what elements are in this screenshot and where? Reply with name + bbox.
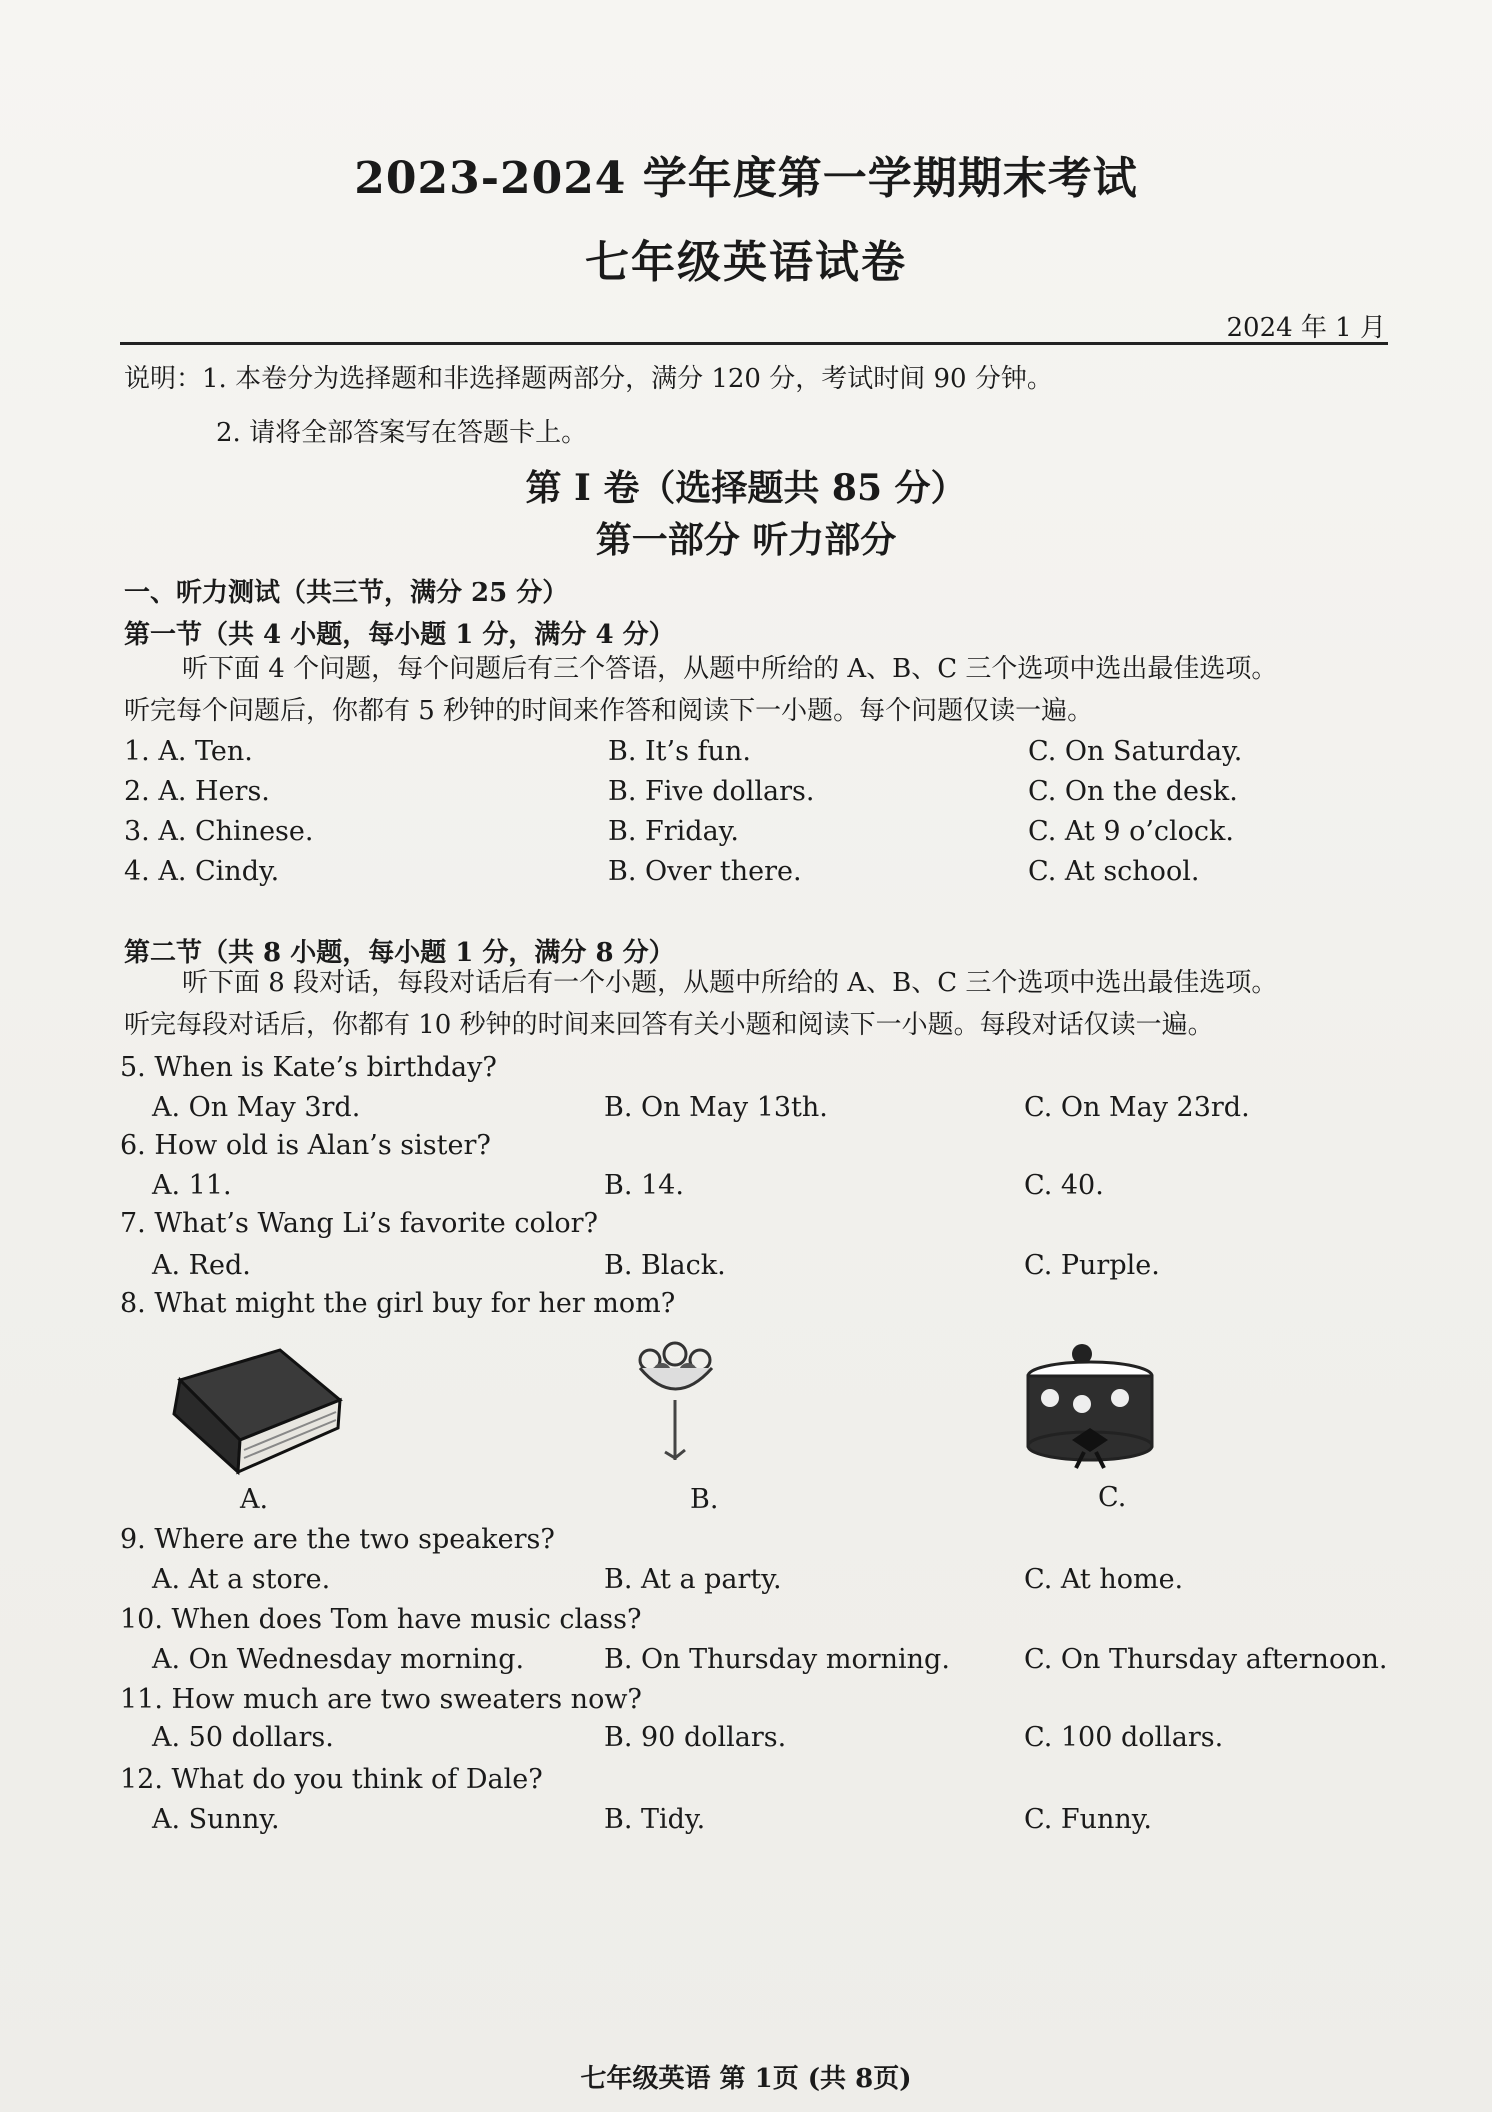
option-a: A. Red.	[152, 1250, 251, 1281]
option-c: C. 40.	[1024, 1170, 1104, 1201]
option-a: 3. A. Chinese.	[124, 816, 314, 847]
option-a: A. 11.	[152, 1170, 232, 1201]
option-a: A. On Wednesday morning.	[152, 1644, 525, 1675]
question-8: 8. What might the girl buy for her mom?	[120, 1288, 676, 1319]
question-12: 12. What do you think of Dale?	[120, 1764, 543, 1795]
option-a: 2. A. Hers.	[124, 776, 270, 807]
option-b: B. It’s fun.	[608, 736, 751, 767]
note-line-2: 2. 请将全部答案写在答题卡上。	[216, 418, 588, 448]
question-7-options	[152, 1250, 1412, 1290]
picture-label-c: C.	[1098, 1482, 1127, 1513]
section2-instruction-line-2: 听完每段对话后，你都有 10 秒钟的时间来回答有关小题和阅读下一小题。每段对话仅读一遍。	[124, 1010, 1214, 1040]
question-6-options	[152, 1170, 1412, 1210]
book-icon	[160, 1340, 350, 1480]
section1-heading: 第一节（共 4 小题，每小题 1 分，满分 4 分）	[124, 620, 675, 650]
option-c: C. On the desk.	[1028, 776, 1238, 807]
option-c: C. On Thursday afternoon.	[1024, 1644, 1388, 1675]
question-6: 6. How old is Alan’s sister?	[120, 1130, 491, 1161]
exam-subtitle: 七年级英语试卷	[585, 237, 907, 288]
list-item	[124, 816, 1384, 856]
page-footer: 七年级英语 第 1页 (共 8页)	[580, 2064, 912, 2094]
question-10: 10. When does Tom have music class?	[120, 1604, 642, 1635]
question-11-options	[152, 1722, 1412, 1762]
option-c: C. Funny.	[1024, 1804, 1153, 1835]
question-12-options	[152, 1804, 1412, 1844]
option-a: 1. A. Ten.	[124, 736, 253, 767]
question-5: 5. When is Kate’s birthday?	[120, 1052, 497, 1083]
picture-label-a: A.	[240, 1484, 269, 1515]
option-b: B. At a party.	[604, 1564, 782, 1595]
option-b: B. 14.	[604, 1170, 684, 1201]
section2-instruction-line-1: 听下面 8 段对话，每段对话后有一个小题，从题中所给的 A、B、C 三个选项中选出最佳选项。	[182, 968, 1278, 998]
option-b: B. Tidy.	[604, 1804, 706, 1835]
question-5-options	[152, 1092, 1412, 1132]
note-line-1: 说明：1. 本卷分为选择题和非选择题两部分，满分 120 分，考试时间 90 分钟。	[124, 364, 1053, 394]
flowers-icon	[620, 1340, 740, 1470]
picture-label-b: B.	[690, 1484, 719, 1515]
option-b: B. 90 dollars.	[604, 1722, 787, 1753]
option-b: B. On May 13th.	[604, 1092, 828, 1123]
option-a: A. 50 dollars.	[152, 1722, 334, 1753]
option-c: C. At 9 o’clock.	[1028, 816, 1234, 847]
option-c: C. At school.	[1028, 856, 1200, 887]
option-c: C. On Saturday.	[1028, 736, 1243, 767]
listening-heading: 一、听力测试（共三节，满分 25 分）	[124, 578, 569, 608]
option-b: B. Black.	[604, 1250, 726, 1281]
question-11: 11. How much are two sweaters now?	[120, 1684, 642, 1715]
section1-instructions	[124, 648, 1392, 732]
list-item	[124, 856, 1384, 896]
list-item	[124, 776, 1384, 816]
header-divider	[120, 342, 1388, 345]
question-10-options	[152, 1644, 1412, 1684]
option-c: C. Purple.	[1024, 1250, 1160, 1281]
question-7: 7. What’s Wang Li’s favorite color?	[120, 1208, 598, 1239]
option-c: C. On May 23rd.	[1024, 1092, 1250, 1123]
volume-title: 第 I 卷（选择题共 85 分）	[525, 467, 967, 509]
exam-title: 2023-2024 学年度第一学期期末考试	[354, 153, 1138, 204]
option-a: A. Sunny.	[152, 1804, 280, 1835]
section2-instructions	[124, 962, 1392, 1046]
option-a: A. On May 3rd.	[152, 1092, 361, 1123]
option-b: B. Over there.	[608, 856, 802, 887]
option-b: B. On Thursday morning.	[604, 1644, 950, 1675]
option-b: B. Five dollars.	[608, 776, 815, 807]
cake-icon	[1020, 1340, 1160, 1470]
question-9: 9. Where are the two speakers?	[120, 1524, 555, 1555]
part-title: 第一部分 听力部分	[595, 519, 897, 561]
list-item	[124, 736, 1384, 776]
question-9-options	[152, 1564, 1412, 1604]
option-a: 4. A. Cindy.	[124, 856, 280, 887]
section2-heading: 第二节（共 8 小题，每小题 1 分，满分 8 分）	[124, 938, 675, 968]
option-b: B. Friday.	[608, 816, 739, 847]
option-c: C. At home.	[1024, 1564, 1184, 1595]
section1-instruction-line-2: 听完每个问题后，你都有 5 秒钟的时间来作答和阅读下一小题。每个问题仅读一遍。	[124, 696, 1094, 726]
option-a: A. At a store.	[152, 1564, 331, 1595]
exam-date: 2024 年 1 月	[1226, 313, 1386, 343]
section1-instruction-line-1: 听下面 4 个问题，每个问题后有三个答语，从题中所给的 A、B、C 三个选项中选出最佳选项。	[182, 654, 1278, 684]
option-c: C. 100 dollars.	[1024, 1722, 1224, 1753]
